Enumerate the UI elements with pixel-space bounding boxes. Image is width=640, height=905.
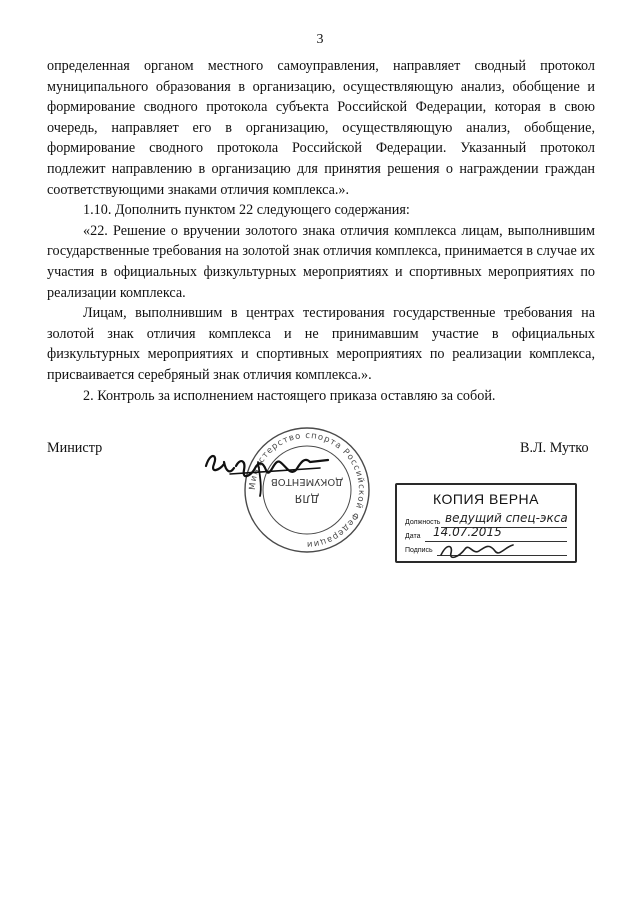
- copy-certified-stamp: [395, 483, 577, 563]
- page-number: 3: [316, 32, 324, 47]
- signer-position: Министр: [47, 440, 103, 456]
- paragraph-continuation: определенная органом местного самоуправления, направляет сводный протокол муниципального образования в организацию, осуществляющую анализ, обобщение и формирование сводного протокола субъекта Российской Федерации, которая в свою очередь, направляет его в организацию, осуществляющую анализ, обобщение, формирование сводного протокола Российской Федерации. Указанный протокол подлежит направлению в организацию для принятия решения о награждении граждан соответствующими знаками отличия комплекса.».: [47, 58, 595, 198]
- stamp-date-value: 14.07.2015: [433, 525, 502, 539]
- stamp-handwritten-signature: [437, 539, 517, 561]
- paragraph-item-22: «22. Решение о вручении золотого знака отличия комплекса лицам, выполнившим государственные требования на золотой знак отличия комплекса, принимается в случае их участия в официальных физкультурных мероприятиях и спортивных мероприятиях по реализации комплекса.: [47, 222, 595, 301]
- copy-stamp-title: КОПИЯ ВЕРНА: [433, 491, 539, 507]
- paragraph-control: 2. Контроль за исполнением настоящего приказа оставляю за собой.: [83, 387, 496, 404]
- stamp-position-label: Должность: [405, 519, 441, 526]
- paragraph-amendment-1-10: 1.10. Дополнить пунктом 22 следующего содержания:: [83, 202, 410, 219]
- seal-center-line1: ДЛЯ: [294, 492, 320, 505]
- stamp-date-label: Дата: [405, 533, 421, 540]
- document-body: [47, 56, 595, 406]
- signer-name: В.Л. Мутко: [520, 440, 589, 456]
- stamp-position-value: ведущий спец-экса: [445, 511, 568, 525]
- minister-signature: [200, 440, 340, 500]
- seal-center-line2: ДОКУМЕНТОВ: [270, 476, 344, 487]
- paragraph-silver-badge: Лицам, выполнившим в центрах тестирования государственные требования на золотой знак отличия комплекса и не принимавшим участие в официальных физкультурных мероприятиях и спортивных мероприятиях по реализации комплекса, присваивается серебряный знак отличия комплекса.».: [47, 305, 595, 383]
- stamp-signature-label: Подпись: [405, 547, 433, 554]
- seal-ring-text: Министерство спорта Российской Федерации: [247, 430, 367, 550]
